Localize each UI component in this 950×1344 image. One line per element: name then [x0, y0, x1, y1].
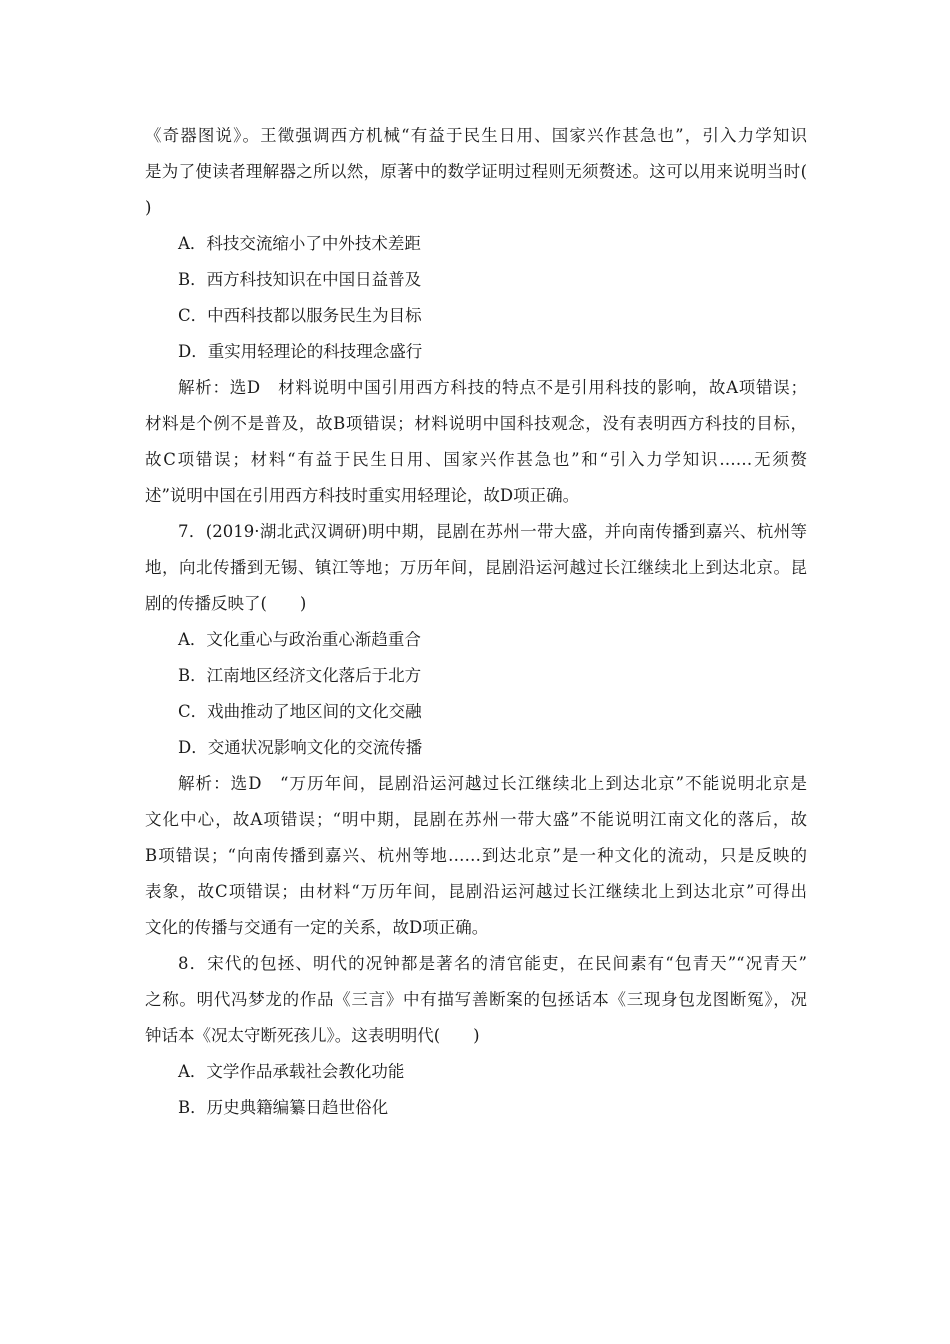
q6-option-c: C．中西科技都以服务民生为目标 — [178, 306, 422, 325]
question-6 — [145, 118, 807, 514]
q7-analysis-line-4: 表象，故C项错误；由材料“万历年间，昆剧沿运河越过长江继续北上到达北京”可得出 — [145, 882, 807, 901]
q7-option-b: B．江南地区经济文化落后于北方 — [178, 666, 422, 685]
document-page — [145, 118, 807, 1126]
q6-stem-line-2: 是为了使读者理解器之所以然，原著中的数学证明过程则无须赘述。这可以用来说明当时( — [145, 162, 807, 181]
q7-stem-line-3: 剧的传播反映了( ) — [145, 594, 307, 613]
question-7 — [145, 514, 807, 946]
q7-stem-line-2: 地，向北传播到无锡、镇江等地；万历年间，昆剧沿运河越过长江继续北上到达北京。昆 — [145, 558, 807, 577]
q6-stem-line-3: ) — [145, 198, 152, 217]
q7-stem-line-1: 7．(2019·湖北武汉调研)明中期，昆剧在苏州一带大盛，并向南传播到嘉兴、杭州等 — [178, 522, 807, 541]
q6-stem-line-1: 《奇器图说》。王徵强调西方机械“有益于民生日用、国家兴作甚急也”，引入力学知识 — [145, 126, 807, 145]
q6-option-a: A．科技交流缩小了中外技术差距 — [178, 234, 421, 253]
q6-analysis-line-4: 述”说明中国在引用西方科技时重实用轻理论，故D项正确。 — [145, 486, 580, 505]
q7-option-d: D．交通状况影响文化的交流传播 — [178, 738, 423, 757]
q7-option-a: A．文化重心与政治重心渐趋重合 — [178, 630, 421, 649]
q6-analysis-line-2: 材料是个例不是普及，故B项错误；材料说明中国科技观念，没有表明西方科技的目标， — [145, 414, 807, 433]
q6-option-d: D．重实用轻理论的科技理念盛行 — [178, 342, 423, 361]
q8-stem-line-2: 之称。明代冯梦龙的作品《三言》中有描写善断案的包拯话本《三现身包龙图断冤》，况 — [145, 990, 807, 1009]
q6-analysis-line-3: 故C项错误；材料“有益于民生日用、国家兴作甚急也”和“引入力学知识……无须赘 — [145, 450, 807, 469]
q8-option-a: A．文学作品承载社会教化功能 — [178, 1062, 405, 1081]
q8-option-b: B．历史典籍编纂日趋世俗化 — [178, 1098, 389, 1117]
q7-analysis-line-2: 文化中心，故A项错误；“明中期，昆剧在苏州一带大盛”不能说明江南文化的落后，故 — [145, 810, 807, 829]
question-8 — [145, 946, 807, 1126]
q6-analysis-line-1: 解析：选D 材料说明中国引用西方科技的特点不是引用科技的影响，故A项错误； — [178, 378, 807, 397]
q7-analysis-line-1: 解析：选D “万历年间，昆剧沿运河越过长江继续北上到达北京”不能说明北京是 — [178, 774, 807, 793]
q7-option-c: C．戏曲推动了地区间的文化交融 — [178, 702, 422, 721]
q6-option-b: B．西方科技知识在中国日益普及 — [178, 270, 422, 289]
q8-stem-line-1: 8．宋代的包拯、明代的况钟都是著名的清官能吏，在民间素有“包青天”“况青天” — [178, 954, 807, 973]
q7-analysis-line-3: B项错误；“向南传播到嘉兴、杭州等地……到达北京”是一种文化的流动，只是反映的 — [145, 846, 807, 865]
q7-analysis-line-5: 文化的传播与交通有一定的关系，故D项正确。 — [145, 918, 489, 937]
q8-stem-line-3: 钟话本《况太守断死孩儿》。这表明明代( ) — [145, 1026, 480, 1045]
